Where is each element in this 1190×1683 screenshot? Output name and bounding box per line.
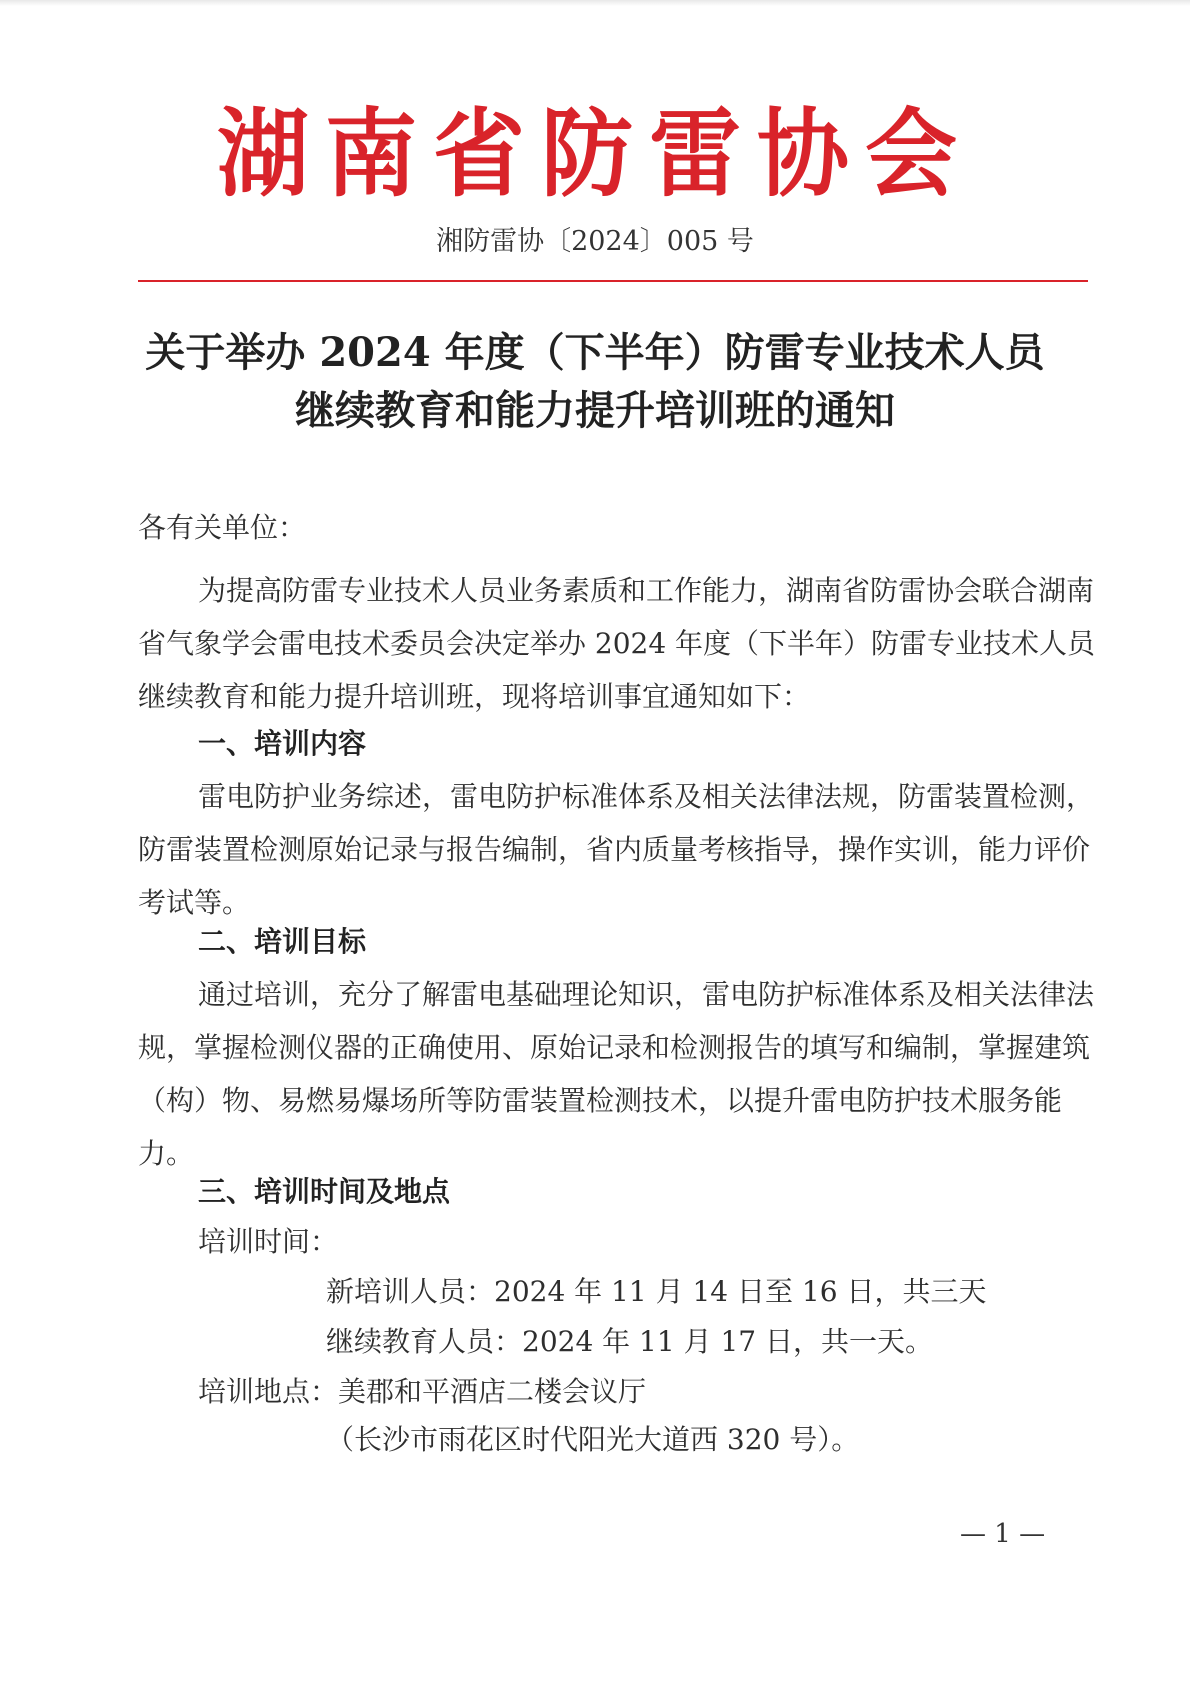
training-place: 培训地点：美郡和平酒店二楼会议厅: [198, 1375, 647, 1408]
section-heading-goals: 二、培训目标: [198, 925, 367, 958]
intro-paragraph: 为提高防雷专业技术人员业务素质和工作能力，湖南省防雷协会联合湖南省气象学会雷电技术委员会决定举办 2024 年度（下半年）防雷专业技术人员继续教育和能力提升培训班，现将培训事宜通知如下：: [138, 574, 1096, 713]
document-number: 湘防雷协〔2024〕005 号: [436, 226, 754, 257]
section-goals-paragraph: 通过培训，充分了解雷电基础理论知识，雷电防护标准体系及相关法律法规，掌握检测仪器的正确使用、原始记录和检测报告的填写和编制，掌握建筑（构）物、易燃易爆场所等防雷装置检测技术，以提升雷电防护技术服务能力。: [138, 978, 1095, 1170]
org-header-title: 湖南省防雷协会: [216, 98, 973, 211]
page-number: — 1 —: [960, 1519, 1046, 1549]
section-heading-content: 一、培训内容: [198, 727, 367, 760]
section-content-paragraph: 雷电防护业务综述，雷电防护标准体系及相关法律法规，防雷装置检测，防雷装置检测原始记录与报告编制，省内质量考核指导，操作实训，能力评价考试等。: [138, 780, 1095, 919]
training-time-label: 培训时间：: [198, 1225, 339, 1258]
training-address: （长沙市雨花区时代阳光大道西 320 号）。: [326, 1423, 860, 1456]
section-heading-time-place: 三、培训时间及地点: [198, 1175, 451, 1208]
red-divider: [138, 280, 1088, 282]
notice-title: [0, 324, 1190, 440]
training-time-continuing: 继续教育人员：2024 年 11 月 17 日，共一天。: [326, 1325, 934, 1358]
salutation: 各有关单位：: [138, 511, 307, 544]
notice-title-line-2: 继续教育和能力提升培训班的通知: [295, 387, 895, 434]
scan-edge: [0, 0, 1190, 6]
notice-title-line-1: 关于举办 2024 年度（下半年）防雷专业技术人员: [145, 329, 1045, 376]
training-time-new-staff: 新培训人员：2024 年 11 月 14 日至 16 日，共三天: [326, 1275, 987, 1308]
